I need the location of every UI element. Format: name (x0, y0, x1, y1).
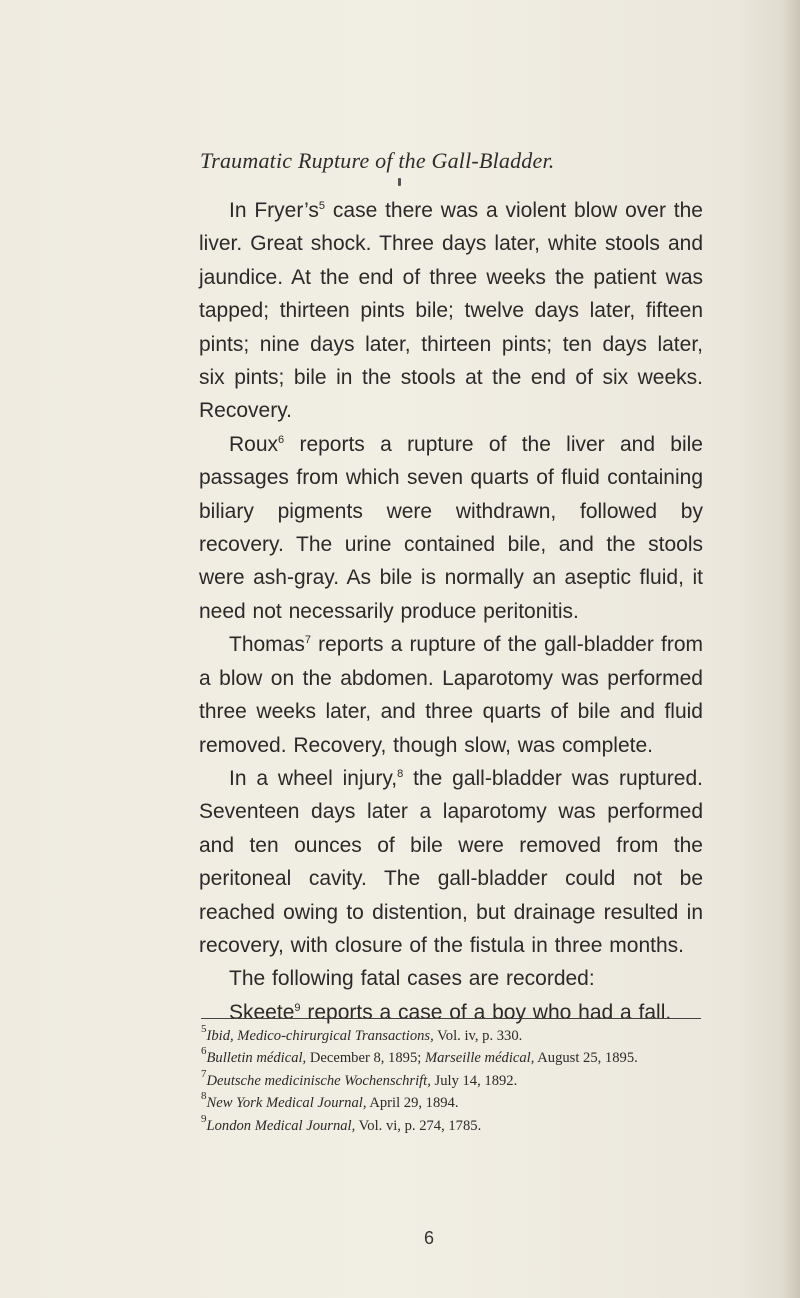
footnote-number: 9 (201, 1112, 207, 1125)
footnote-number: 8 (201, 1090, 207, 1103)
footnote-detail: August 25, 1895. (534, 1050, 638, 1067)
footnote-detail: Vol. vi, p. 274, 1785. (355, 1117, 482, 1134)
footnotes (199, 1025, 704, 1137)
footnote-detail: July 14, 1892. (430, 1072, 518, 1089)
paragraph-text: Thomas (229, 633, 305, 657)
footnote-number: 7 (201, 1067, 207, 1080)
paragraph-text: the gall-bladder was ruptured. Seventeen days later a laparotomy was performed and ten ounces of bile were removed from the peritoneal cavity. The gall-bladder could not be reached owing to distention, but drainage resulted in recovery, with closure of the fistula in three months. (199, 766, 703, 957)
footnote-5 (199, 1025, 704, 1047)
paragraph-roux (199, 428, 703, 628)
footnote-source: Bulletin médical, (206, 1050, 307, 1067)
paragraph-text: Roux (229, 432, 279, 456)
footnote-ref[interactable]: 8 (397, 767, 404, 780)
running-head: Traumatic Rupture of the Gall-Bladder. (200, 148, 555, 173)
paragraph-text: In Fryer’s (229, 199, 319, 222)
footnote-divider (201, 1018, 701, 1019)
paragraph-text: The following fatal cases are recorded: (229, 967, 595, 991)
footnote-source: Marseille médical, (424, 1050, 535, 1067)
footnote-number: 5 (201, 1023, 207, 1035)
paragraph-text: In a wheel injury, (229, 766, 398, 790)
footnote-8 (199, 1092, 704, 1114)
footnote-detail: April 29, 1894. (366, 1095, 459, 1112)
paragraph-text: reports a case of a boy who had a fall. (300, 1000, 672, 1024)
footnote-ref[interactable]: 7 (304, 634, 311, 647)
paragraph-wheel-injury (199, 762, 703, 962)
footnote-detail: Vol. iv, p. 330. (433, 1028, 523, 1044)
printer-mark (398, 178, 401, 186)
footnote-ref[interactable]: 5 (318, 200, 326, 212)
footnote-9 (199, 1112, 704, 1137)
footnote-source: Ibid, Medico-chirurgical Transactions, (206, 1028, 434, 1044)
footnote-ref[interactable]: 9 (294, 1001, 301, 1014)
footnote-7 (199, 1067, 704, 1092)
paragraph-thomas (199, 628, 703, 762)
body-text (199, 194, 703, 1029)
paragraph-fatal-cases (199, 962, 703, 995)
paragraph-text: Skeete (229, 1000, 295, 1024)
paragraph-text: case there was a violent blow over the liver. Great shock. Three days later, white stools and jaundice. At the end of three weeks the patient was tapped; thirteen pints bile; twelve days later, fifteen pints; nine days later, thirteen pints; ten days later, six pints; bile in the stools at the end of six weeks. Recovery. (199, 199, 703, 423)
page-edge-shadow (782, 0, 800, 1298)
paragraph-text: reports a rupture of the liver and bile passages from which seven quarts of fluid containing biliary pigments were withdrawn, followed by recovery. The urine contained bile, and the stools were ash-gray. As bile is normally an aseptic fluid, it need not necessarily produce peritonitis. (199, 432, 703, 623)
footnote-detail: December 8, 1895; (306, 1050, 425, 1067)
footnote-number: 6 (201, 1045, 207, 1058)
footnote-6 (199, 1047, 704, 1069)
paragraph-fryer (199, 194, 703, 428)
footnote-source: Deutsche medicinische Wochenschrift, (206, 1072, 431, 1089)
paragraph-text: reports a rupture of the gall-bladder from a blow on the abdomen. Laparotomy was performed three weeks later, and three quarts of bile and fluid removed. Recovery, though slow, was complete. (199, 633, 703, 757)
footnote-ref[interactable]: 6 (278, 433, 285, 446)
footnote-source: London Medical Journal, (206, 1117, 356, 1134)
page-number: 6 (424, 1228, 435, 1248)
footnote-source: New York Medical Journal, (206, 1095, 367, 1112)
